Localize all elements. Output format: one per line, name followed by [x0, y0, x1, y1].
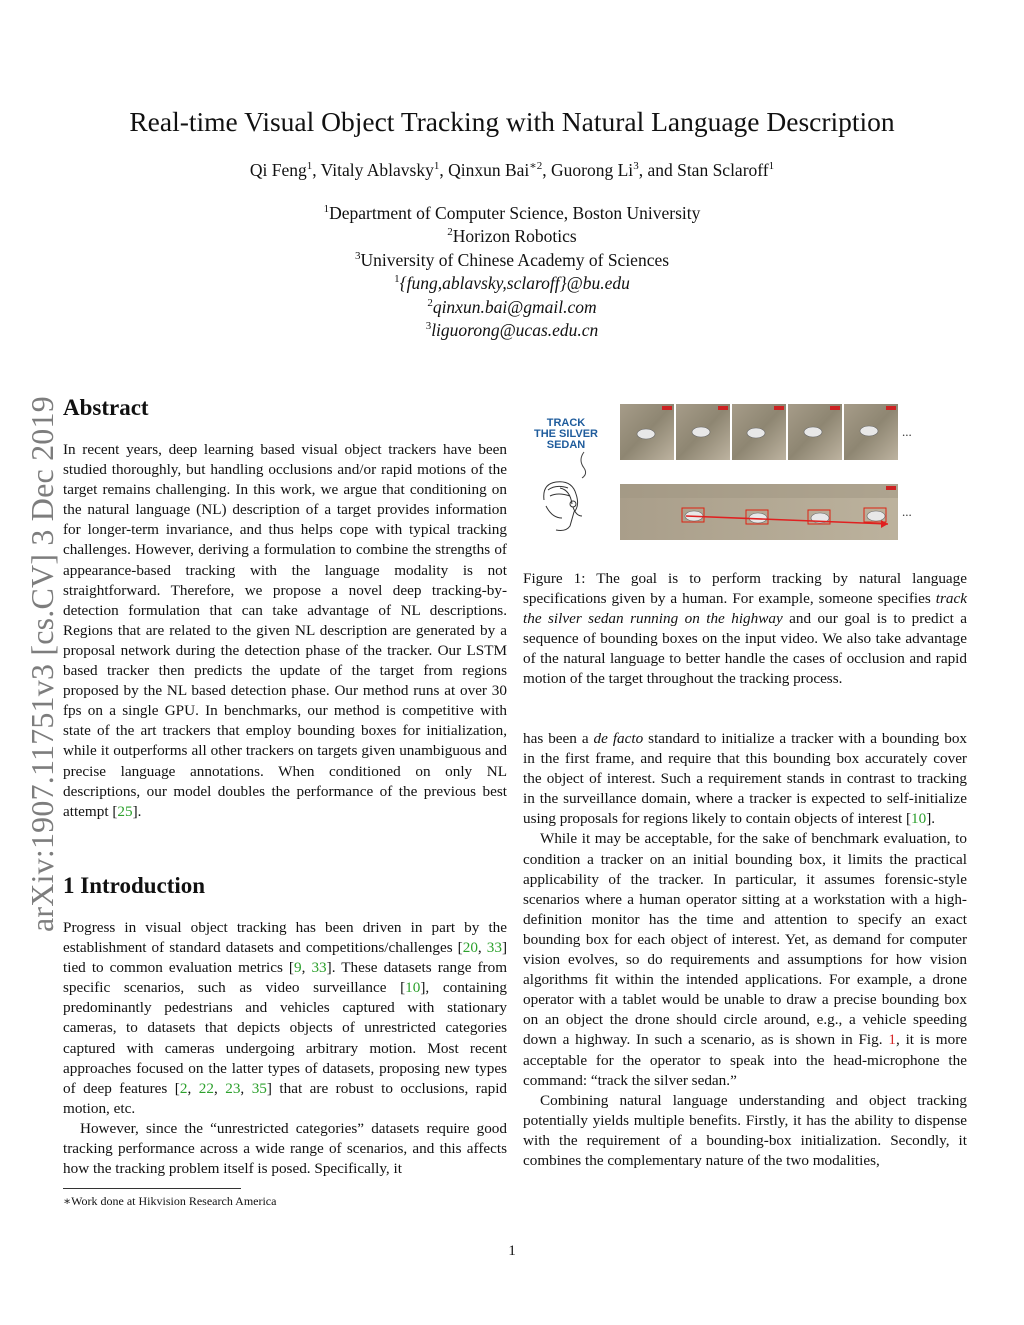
figure-1 [526, 400, 966, 550]
citation-link[interactable]: 2 [179, 1079, 188, 1097]
citation-link[interactable]: 33 [311, 959, 327, 977]
bubble-text: SEDAN [546, 439, 586, 451]
affiliation-line: $^2$Horizon Robotics [447, 226, 577, 247]
citation-link[interactable]: 22 [198, 1079, 214, 1097]
author-sup: 1 [306, 160, 313, 173]
intro-body: Progress in visual object tracking has been driven in part by the establishment of standard datasets and competitions/challenges [20, 33] tied to common evaluation metrics [9, 33]. These datasets range from specific scenarios, such as video surveillance [10], containing predominantly pedestrians and vehicles captured with stationary cameras, to datasets that depicts objects of unrestricted categories captured with cameras undergoing arbitrary motion. Most recent approaches focused on the latter types of datasets, proposing new types of deep features [2, 22, 23, 35] that are robust to occlusions, rapid motion, etc. However, since the “unrestricted categories” datasets require good tracking performance across a wide range of scenarios, and this affects how the tracking problem itself is posed. Specifically, it [63, 919, 508, 1178]
citation-link[interactable]: 9 [294, 959, 302, 977]
email-line: $^2$qinxun.bai@gmail.com [427, 296, 597, 317]
email-line: $^1${fung,ablavsky,sclaroff}@bu.edu [394, 273, 630, 294]
bubble-tail [581, 452, 586, 478]
author-name: , Guorong Li [542, 160, 634, 180]
footnote-rule [63, 1188, 241, 1189]
top-frame-strip [620, 404, 898, 460]
bubble-text: THE SILVER [534, 428, 598, 440]
citation-link[interactable]: 33 [486, 939, 502, 957]
person-with-headset-icon [544, 482, 582, 531]
author-name: , Qinxun Bai [439, 160, 530, 180]
arxiv-stamp: arXiv:1907.11751v3 [cs.CV] 3 Dec 2019 [24, 396, 60, 932]
author-name: , and Stan Sclaroff [638, 160, 769, 180]
author-name: , Vitaly Ablavsky [312, 160, 434, 180]
author-sup: 1 [768, 160, 775, 173]
bottom-frame-strip [620, 484, 898, 540]
ellipsis: ... [902, 424, 912, 439]
footnote: ∗Work done at Hikvision Research America [63, 1194, 277, 1208]
author-list [0, 160, 1024, 181]
abstract-heading: Abstract [63, 395, 149, 420]
abstract-body: In recent years, deep learning based visual object trackers have been studied thoroughly, but handling occlusions and/or rapid motions of the target remains challenging. In this work, we argue that conditioning on the natural language (NL) description of a target provides information for longer-term invariance, and thus helps cope with typical tracking challenges. However, deriving a formulation to combine the strengths of appearance-based tracking with the language modality is not straightforward. Therefore, we propose a novel deep tracking-by-detection formulation that can take advantage of NL descriptions. Regions that are related to the given NL description are generated by a proposal network during the detection phase of the tracker. Our LSTM based tracker then predicts the update of the target from regions proposed by the NL based detection phase. Our method runs at over 30 fps on a single GPU. In benchmarks, our method is competitive with state of the art trackers that employ bounding boxes for initialization, while it outperforms all other trackers on targets given unambiguous and precise language annotations. When conditioned on only NL descriptions, our model doubles the performance of the previous best attempt [25]. [63, 441, 507, 820]
author-sup: 1 [433, 160, 440, 173]
figure-reference-link[interactable]: 1 [888, 1031, 896, 1049]
citation-link[interactable]: 10 [911, 810, 927, 828]
figure-caption: Figure 1: The goal is to perform tracking by natural language specifications given by a human. For example, someone specifies track the silver sedan running on the highway and our goal is to predict a sequence of bounding boxes on the input video. We also take advantage of the natural language to better handle the cases of occlusion and rapid motion of the target throughout the tracking process. [523, 570, 967, 688]
author-sup: ∗2 [529, 160, 543, 173]
ellipsis: ... [902, 504, 912, 519]
paper-title: Real-time Visual Object Tracking with Natural Language Description [129, 106, 895, 137]
email-line: $^3$liguorong@ucas.edu.cn [425, 320, 599, 341]
page-number: 1 [508, 1242, 516, 1259]
affiliation-line: $^1$Department of Computer Science, Boston University [323, 203, 701, 223]
figure-illustration [526, 400, 966, 550]
affiliation-line: $^3$University of Chinese Academy of Sciences [354, 249, 670, 270]
citation-link[interactable]: 20 [462, 939, 478, 957]
author-sup: 3 [633, 160, 639, 173]
right-column-body: has been a de facto standard to initialize a tracker with a bounding box in the first frame, and require that this bounding box accurately cover the object of interest. Such a requirement stands in contrast to tracking in the surveillance domain, where a tracker is expected to self-initialize using proposals for regions likely to contain objects of interest [10]. While it may be acceptable, for the sake of benchmark evaluation, to condition a tracker on an initial bounding box, it limits the practical applicability of the tracker. In particular, it assumes forensic-style scenarios where a human operator sitting at a workstation with a high-definition monitor has the time and attention to specify an exact bounding box for each object of interest. Yet, as demand for computer vision evolves, so do requirements and assumptions for how vision algorithms fit within the intended applications. For example, a drone operator with a tablet would be unable to draw a precise bounding box on an object the drone should circle around, e.g., a vehicle speeding down a highway. In such a scenario, as is shown in Fig. 1, it is more acceptable for the operator to speak into the head-microphone the command: “track the silver sedan.” Combining natural language understanding and object tracking potentially yields multiple benefits. Firstly, it has the ability to dispense with the requirement of a bounding-box initialization. Secondly, it combines the complementary nature of the two modalities, [523, 730, 968, 1169]
citation-link[interactable]: 23 [225, 1079, 241, 1097]
citation-link[interactable]: 10 [405, 979, 421, 997]
citation-link[interactable]: 25 [117, 802, 133, 820]
author-name: Qi Feng [249, 160, 307, 180]
affiliations [0, 202, 1024, 342]
intro-heading: 1 Introduction [63, 873, 206, 898]
bubble-text: TRACK [546, 417, 586, 429]
citation-link[interactable]: 35 [251, 1079, 267, 1097]
